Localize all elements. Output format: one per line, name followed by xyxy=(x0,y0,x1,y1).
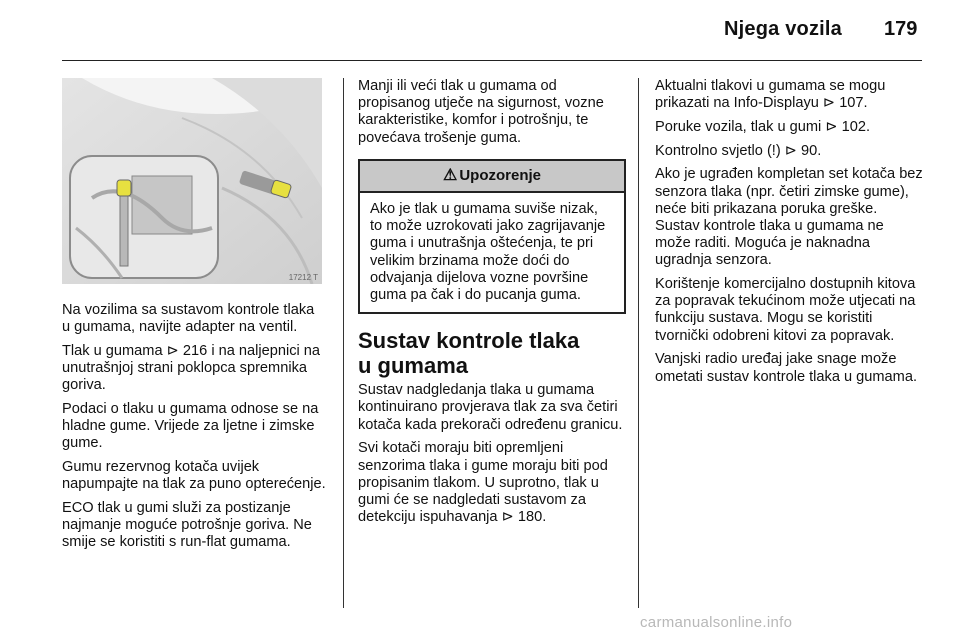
paragraph: Vanjski radio uređaj jake snage može ometati sustav kontrole tlaka u gumama. xyxy=(655,351,918,385)
paragraph: Tlak u gumama ⊳ 216 i na naljepnici na unutrašnjoj strani poklopca spremnika goriva. xyxy=(62,342,321,394)
chapter-title: Njega vozila xyxy=(724,18,842,40)
paragraph: Podaci o tlaku u gumama odnose se na hladne gume. Vrijede za ljetne i zimske gume. xyxy=(62,401,319,452)
warning-triangle-icon: ⚠ xyxy=(442,166,458,184)
figure-code: 17212 T xyxy=(288,273,318,282)
paragraph: Na vozilima sa sustavom kontrole tlaka u gumama, navijte adapter na ventil. xyxy=(62,302,315,336)
column-left xyxy=(62,302,326,558)
paragraph: Aktualni tlakovi u gumama se mogu prikazati na Info-Displayu ⊳ 107. xyxy=(655,78,886,112)
section-title-line: u gumama xyxy=(358,353,469,379)
paragraph: ECO tlak u gumi služi za postizanje najmanje moguće potrošnje goriva. Ne smije se koristiti s run-flat gumama. xyxy=(62,500,312,551)
paragraph: Sustav nadgledanja tlaka u gumama kontinuirano provjerava tlak za sva četiri kotača kada prekorači određenu granicu. xyxy=(358,382,623,433)
warning-header xyxy=(360,161,624,193)
column-divider-right xyxy=(638,78,639,608)
page-header xyxy=(0,0,960,62)
paragraph: Poruke vozila, tlak u gumi ⊳ 102. xyxy=(655,118,871,135)
warning-text: Ako je tlak u gumama suviše nizak, to može uzrokovati jako zagrijavanje guma i unutrašnja oštećenja, te pri velikim brzinama može doći do odvajanja dijelova vozne površine guma pa čak i do pucanja guma. xyxy=(370,201,606,304)
page-number: 179 xyxy=(884,18,918,40)
paragraph: Manji ili veći tlak u gumama od propisanog utječe na sigurnost, vozne karakteristike, komfor i potrošnju, te povećava trošenje guma. xyxy=(358,78,604,146)
column-right xyxy=(655,78,923,392)
watermark: carmanualsonline.info xyxy=(640,614,793,631)
paragraph: Kontrolno svjetlo (!) ⊳ 90. xyxy=(655,142,822,159)
paragraph: Svi kotači moraju biti opremljeni senzorima tlaka i gume moraju biti pod propisanim tlakom. U suprotno, tlak u gumi će se nadgledati sustavom za detekciju ispuhavanja ⊳ 180. xyxy=(358,440,608,526)
warning-box xyxy=(358,159,626,314)
section-title-line: Sustav kontrole tlaka xyxy=(358,328,580,354)
paragraph: Ako je ugrađen kompletan set kotača bez senzora tlaka (npr. četiri zimske gume), neće biti prikazana poruka greške. Sustav kontrole tlaka u gumama ne može raditi. Moguća je naknadna ugradnja senzora. xyxy=(655,166,923,269)
header-rule xyxy=(62,60,922,61)
tyre-valve-figure xyxy=(62,78,322,284)
warning-title: Upozorenje xyxy=(459,166,542,184)
section-title xyxy=(358,328,626,378)
tyre-valve-illustration xyxy=(62,78,322,284)
paragraph: Gumu rezervnog kotača uvijek napumpajte na tlak za puno opterećenje. xyxy=(62,459,326,493)
paragraph: Korištenje komercijalno dostupnih kitova za popravak tekućinom može utjecati na funkciju sustava. Mogu se koristiti tvornički odobreni kitovi za popravak. xyxy=(655,276,916,344)
column-middle xyxy=(358,78,626,533)
column-divider-left xyxy=(343,78,344,608)
